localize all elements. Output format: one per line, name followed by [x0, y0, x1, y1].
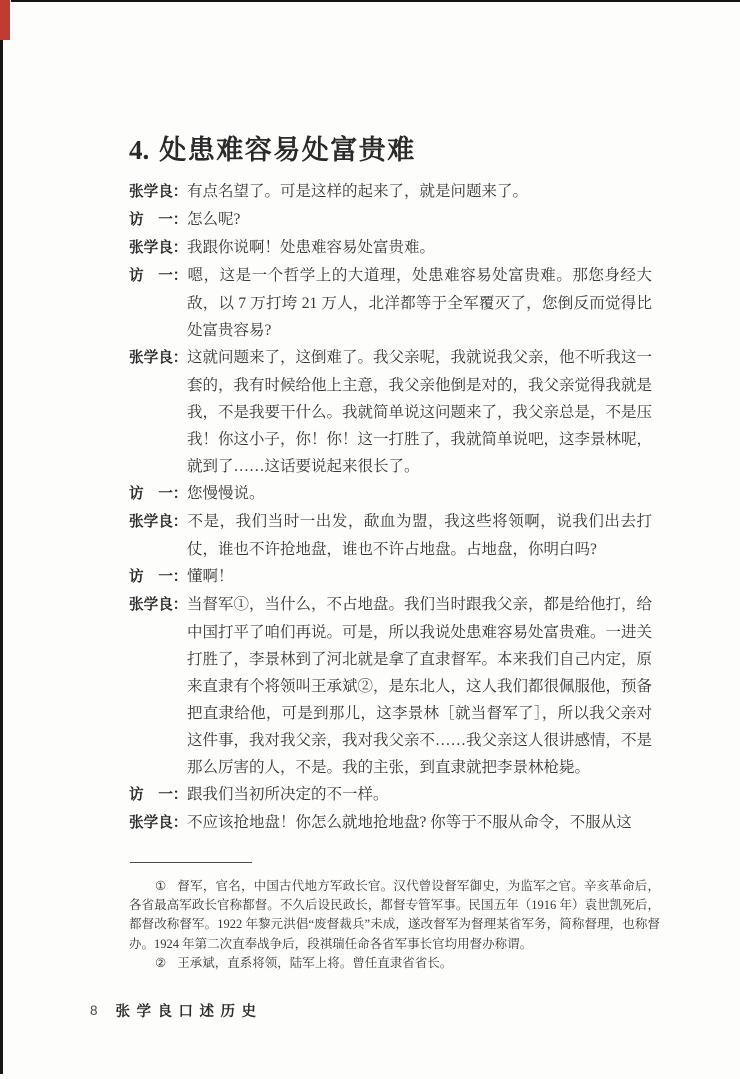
- utterance-text: 这就问题来了，这倒难了。我父亲呢，我就说我父亲，他不听我这一套的，我有时候给他上主意，我父亲他倒是对的，我父亲觉得我就是我，不是我要干什么。我就简单说这问题来了，我父亲总是，不是压我！你这小子，你！你！这一打胜了，我就简单说吧，这李景林呢，就到了……这话要说起来很长了。: [187, 349, 653, 475]
- footnote-marker: ①: [155, 879, 167, 893]
- dialogue-turn: [129, 262, 652, 344]
- speaker-label: 张学良：: [129, 240, 188, 256]
- speaker-label: 访 一：: [129, 569, 188, 585]
- red-corner-mark: [0, 0, 10, 40]
- page-number: 8: [90, 1003, 98, 1018]
- footnote: [129, 954, 660, 973]
- speaker-label: 访 一：: [129, 486, 188, 502]
- utterance-text: 当督军①，当什么，不占地盘。我们当时跟我父亲，都是给他打，给中国打平了咱们再说。可是，所以我说处患难容易处富贵难。一进关打胜了，李景林到了河北就是拿了直隶督军。本来我们自己内定，原来直隶有个将领叫王承斌②，是东北人，这人我们都很佩服他，预备把直隶给他，可是到那儿，这李景林［就当督军了］，所以我父亲对这件事，我对我父亲，我对我父亲不……我父亲这人很讲感情，不是那么厉害的人，不是。我的主张，到直隶就把李景林枪毙。: [187, 596, 653, 776]
- speaker-label: 张学良：: [129, 514, 188, 530]
- book-title: 张学良口述历史: [115, 1004, 263, 1020]
- speaker-label: 张学良：: [129, 184, 188, 200]
- dialogue-turn: [129, 508, 652, 563]
- utterance-text: 我跟你说啊！处患难容易处富贵难。: [187, 239, 436, 256]
- utterance-text: 怎么呢?: [187, 211, 241, 228]
- section-title: [129, 132, 416, 168]
- footnote-divider: [130, 862, 252, 863]
- dialogue-section: [129, 178, 652, 837]
- utterance-text: 不应该抢地盘！你怎么就地抢地盘? 你等于不服从命令，不服从这: [187, 814, 632, 831]
- page-footer: [90, 1000, 263, 1020]
- section-number: 4.: [129, 135, 150, 165]
- footnote-text: 王承斌，直系将领，陆军上将。曾任直隶省省长。: [177, 955, 453, 970]
- dialogue-turn: [129, 206, 652, 234]
- utterance-text: 有点名望了。可是这样的起来了，就是问题来了。: [187, 183, 529, 200]
- dialogue-turn: [129, 480, 652, 508]
- utterance-text: 不是，我们当时一出发，歃血为盟，我这些将领啊，说我们出去打仗，谁也不许抢地盘，谁也不许占地盘。占地盘，你明白吗?: [187, 513, 652, 558]
- dialogue-turn: [129, 591, 652, 781]
- scan-edge-left: [0, 5, 3, 1074]
- utterance-text: 您慢慢说。: [187, 485, 265, 502]
- footnote: [129, 877, 660, 954]
- footnotes-section: [129, 877, 660, 973]
- scan-edge-top: [11, 0, 740, 2]
- utterance-text: 嗯，这是一个哲学上的大道理，处患难容易处富贵难。那您身经大敌，以 7 万打垮 21 万人，北洋都等于全军覆灭了，您倒反而觉得比处富贵容易?: [187, 267, 652, 339]
- section-title-text: 处患难容易处富贵难: [159, 135, 416, 165]
- dialogue-turn: [129, 234, 652, 262]
- speaker-label: 张学良：: [129, 350, 188, 366]
- speaker-label: 访 一：: [129, 787, 188, 803]
- dialogue-turn: [129, 344, 652, 480]
- dialogue-turn: [129, 178, 652, 206]
- speaker-label: 访 一：: [129, 268, 188, 284]
- footnote-text: 督军，官名，中国古代地方军政长官。汉代曾设督军御史，为监军之官。辛亥革命后，各省最高军政长官称都督。不久后设民政长，都督专管军事。民国五年（1916 年）袁世凯死后，都督改称督军。1922 年黎元洪倡“废督裁兵”未成，遂改督军为督理某省军务，简称督理，也称督办。1924 年第二次直奉战争后，段祺瑞任命各省军事长官均用督办称谓。: [129, 879, 660, 951]
- speaker-label: 访 一：: [129, 212, 188, 228]
- dialogue-turn: [129, 563, 652, 591]
- footnote-marker: ②: [155, 955, 167, 970]
- utterance-text: 跟我们当初所决定的不一样。: [187, 786, 389, 803]
- dialogue-turn: [129, 781, 652, 809]
- speaker-label: 张学良：: [129, 597, 188, 613]
- dialogue-turn: [129, 809, 652, 837]
- speaker-label: 张学良：: [129, 815, 188, 831]
- utterance-text: 懂啊！: [187, 568, 234, 585]
